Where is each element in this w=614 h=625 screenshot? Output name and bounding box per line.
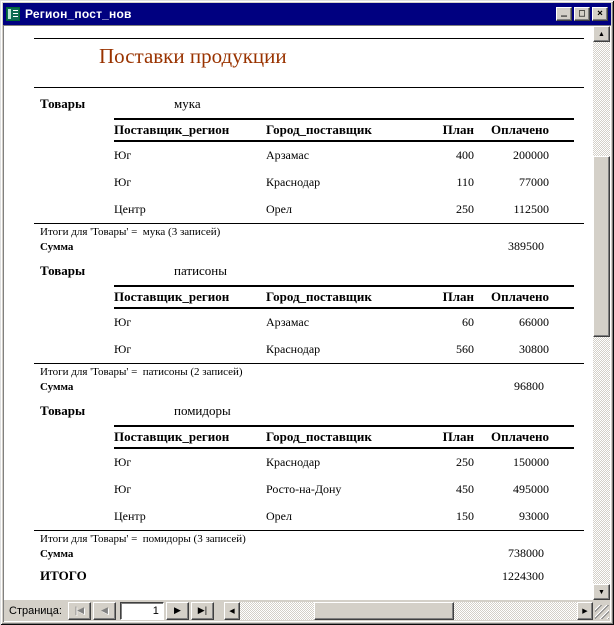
page-label: Страница:: [9, 604, 62, 617]
col-header-paid: Оплачено: [491, 289, 549, 304]
header-rule-top: [34, 38, 584, 39]
cell-paid: 93000: [519, 509, 549, 523]
preview-client-area: [3, 25, 611, 622]
cell-paid: 77000: [519, 175, 549, 189]
cell-paid: 200000: [513, 148, 549, 162]
cell-plan: 150: [456, 509, 474, 523]
horizontal-scrollbar-thumb[interactable]: [314, 602, 454, 620]
group-value: мука: [174, 96, 201, 111]
cell-paid: 150000: [513, 455, 549, 469]
horizontal-scrollbar[interactable]: [224, 602, 593, 620]
group-footer-rule: [34, 363, 584, 364]
close-button[interactable]: ×: [592, 7, 608, 21]
cell-paid: 66000: [519, 315, 549, 329]
cell-city: Росто-на-Дону: [266, 482, 342, 496]
cell-plan: 450: [456, 482, 474, 496]
cell-region: Центр: [114, 509, 146, 523]
table-row: [114, 503, 574, 530]
scroll-down-icon[interactable]: ▼: [593, 584, 610, 600]
group-summary-line: Итоги для 'Товары' = мука (3 записей): [40, 226, 221, 238]
group-patisony: [4, 263, 593, 395]
header-rule-bottom: [34, 87, 584, 88]
window-title: Регион_пост_нов: [25, 7, 132, 21]
col-header-supplier-city: Город_поставщик: [266, 289, 372, 304]
cell-region: Юг: [114, 342, 132, 356]
cell-plan: 560: [456, 342, 474, 356]
cell-plan: 400: [456, 148, 474, 162]
sum-label: Сумма: [40, 548, 74, 560]
cell-plan: 250: [456, 202, 474, 216]
group-field-label: Товары: [40, 96, 86, 111]
grand-total-label: ИТОГО: [40, 568, 87, 583]
group-pomidory: [4, 403, 593, 562]
scroll-left-icon[interactable]: ◀: [224, 602, 240, 620]
sum-value: 389500: [508, 239, 544, 253]
group-muka: [4, 96, 593, 255]
scroll-right-icon[interactable]: ▶: [577, 602, 593, 620]
group-footer-rule: [34, 530, 584, 531]
cell-city: Краснодар: [266, 342, 321, 356]
table-row: [114, 309, 574, 336]
group-summary-line: Итоги для 'Товары' = помидоры (3 записей): [40, 533, 246, 545]
cell-plan: 110: [456, 175, 474, 189]
cell-city: Орел: [266, 202, 292, 216]
group-value: помидоры: [174, 403, 231, 418]
report-title: Поставки продукции: [99, 44, 287, 68]
first-page-button[interactable]: |◀: [68, 602, 91, 620]
col-header-plan: План: [442, 289, 474, 304]
scroll-up-icon[interactable]: ▲: [593, 26, 610, 42]
group-summary-line: Итоги для 'Товары' = патисоны (2 записей): [40, 366, 243, 378]
group-footer-rule: [34, 223, 584, 224]
col-header-paid: Оплачено: [491, 429, 549, 444]
page-navigation-bar: [4, 600, 610, 621]
cell-plan: 60: [462, 315, 474, 329]
resize-grip-icon: [595, 605, 609, 619]
cell-region: Юг: [114, 482, 132, 496]
sum-value: 96800: [514, 379, 544, 393]
col-header-supplier-region: Поставщик_регион: [114, 122, 230, 137]
cell-region: Юг: [114, 455, 132, 469]
cell-paid: 112500: [513, 202, 549, 216]
report-page[interactable]: [4, 26, 593, 600]
table-row: [114, 142, 574, 169]
last-page-button[interactable]: ▶|: [191, 602, 214, 620]
col-header-plan: План: [442, 122, 474, 137]
maximize-button[interactable]: □: [574, 7, 590, 21]
vertical-scrollbar[interactable]: [593, 26, 610, 600]
cell-region: Юг: [114, 315, 132, 329]
cell-region: Юг: [114, 148, 132, 162]
next-page-button[interactable]: ▶: [166, 602, 189, 620]
table-header-row: [114, 287, 574, 307]
col-header-supplier-city: Город_поставщик: [266, 429, 372, 444]
cell-region: Центр: [114, 202, 146, 216]
vertical-scrollbar-thumb[interactable]: [593, 156, 610, 337]
cell-paid: 495000: [513, 482, 549, 496]
cell-city: Арзамас: [266, 148, 310, 162]
group-field-label: Товары: [40, 403, 86, 418]
cell-city: Краснодар: [266, 455, 321, 469]
cell-city: Краснодар: [266, 175, 321, 189]
minimize-button[interactable]: _: [556, 7, 572, 21]
report-icon: [6, 7, 20, 21]
col-header-paid: Оплачено: [491, 122, 549, 137]
cell-region: Юг: [114, 175, 132, 189]
table-header-row: [114, 427, 574, 447]
table-header-row: [114, 120, 574, 140]
table-row: [114, 169, 574, 196]
table-row: [114, 476, 574, 503]
sum-value: 738000: [508, 546, 544, 560]
col-header-supplier-city: Город_поставщик: [266, 122, 372, 137]
grand-total-value: 1224300: [502, 569, 544, 583]
group-field-label: Товары: [40, 263, 86, 278]
cell-city: Арзамас: [266, 315, 310, 329]
table-row: [114, 336, 574, 363]
cell-paid: 30800: [519, 342, 549, 356]
table-row: [114, 449, 574, 476]
page-number-input[interactable]: [120, 602, 164, 620]
resize-corner[interactable]: [593, 602, 610, 620]
previous-page-button[interactable]: ◀: [93, 602, 116, 620]
col-header-supplier-region: Поставщик_регион: [114, 429, 230, 444]
cell-plan: 250: [456, 455, 474, 469]
col-header-plan: План: [442, 429, 474, 444]
cell-city: Орел: [266, 509, 292, 523]
col-header-supplier-region: Поставщик_регион: [114, 289, 230, 304]
title-bar[interactable]: [3, 3, 611, 25]
sum-label: Сумма: [40, 241, 74, 253]
sum-label: Сумма: [40, 381, 74, 393]
group-value: патисоны: [174, 263, 227, 278]
table-row: [114, 196, 574, 223]
